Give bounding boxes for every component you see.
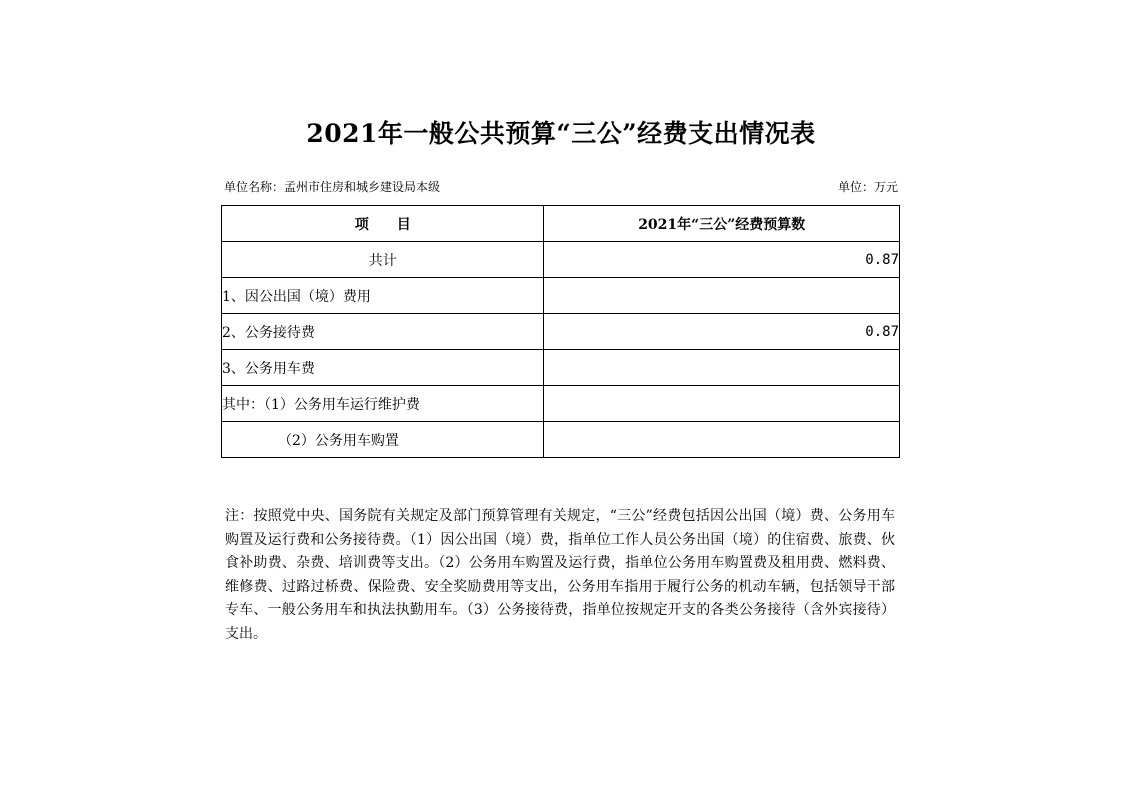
row-value-vehicle-maintenance [544, 386, 900, 422]
row-item-total: 共计 [222, 242, 544, 278]
row-value-overseas [544, 278, 900, 314]
row-value-vehicle [544, 350, 900, 386]
header-budget-amount: 2021年“三公”经费预算数 [544, 206, 900, 242]
row-value-vehicle-purchase [544, 422, 900, 458]
table-row-vehicle [222, 350, 900, 386]
table-header-row [222, 206, 900, 242]
row-item-reception: 2、公务接待费 [222, 314, 544, 350]
table-row-vehicle-maintenance [222, 386, 900, 422]
table-row-total [222, 242, 900, 278]
header-item: 项 目 [222, 206, 544, 242]
row-item-overseas: 1、因公出国（境）费用 [222, 278, 544, 314]
row-item-vehicle: 3、公务用车费 [222, 350, 544, 386]
row-value-total: 0.87 [544, 242, 900, 278]
table-row-overseas [222, 278, 900, 314]
table-row-reception [222, 314, 900, 350]
budget-table [221, 205, 900, 458]
row-value-reception: 0.87 [544, 314, 900, 350]
row-item-vehicle-maintenance: 其中：（1）公务用车运行维护费 [222, 386, 544, 422]
row-item-vehicle-purchase: （2）公务用车购置 [222, 422, 544, 458]
currency-unit-label: 单位：万元 [837, 180, 898, 194]
unit-name: 单位名称：孟州市住房和城乡建设局本级 [224, 180, 441, 194]
explanatory-note: 注：按照党中央、国务院有关规定及部门预算管理有关规定，“三公”经费包括因公出国（境）费、公务用车购置及运行费和公务接待费。（1）因公出国（境）费，指单位工作人员公务出国（境）的住宿费、旅费、伙食补助费、杂费、培训费等支出。（2）公务用车购置及运行费，指单位公务用车购置费及租用费、燃料费、维修费、过路过桥费、保险费、安全奖励费用等支出，公务用车指用于履行公务的机动车辆，包括领导干部专车、一般公务用车和执法执勤用车。（3）公务接待费，指单位按规定开支的各类公务接待（含外宾接待）支出。 [225, 508, 895, 642]
table-row-vehicle-purchase [222, 422, 900, 458]
page-title: 2021年一般公共预算“三公”经费支出情况表 [306, 119, 816, 148]
